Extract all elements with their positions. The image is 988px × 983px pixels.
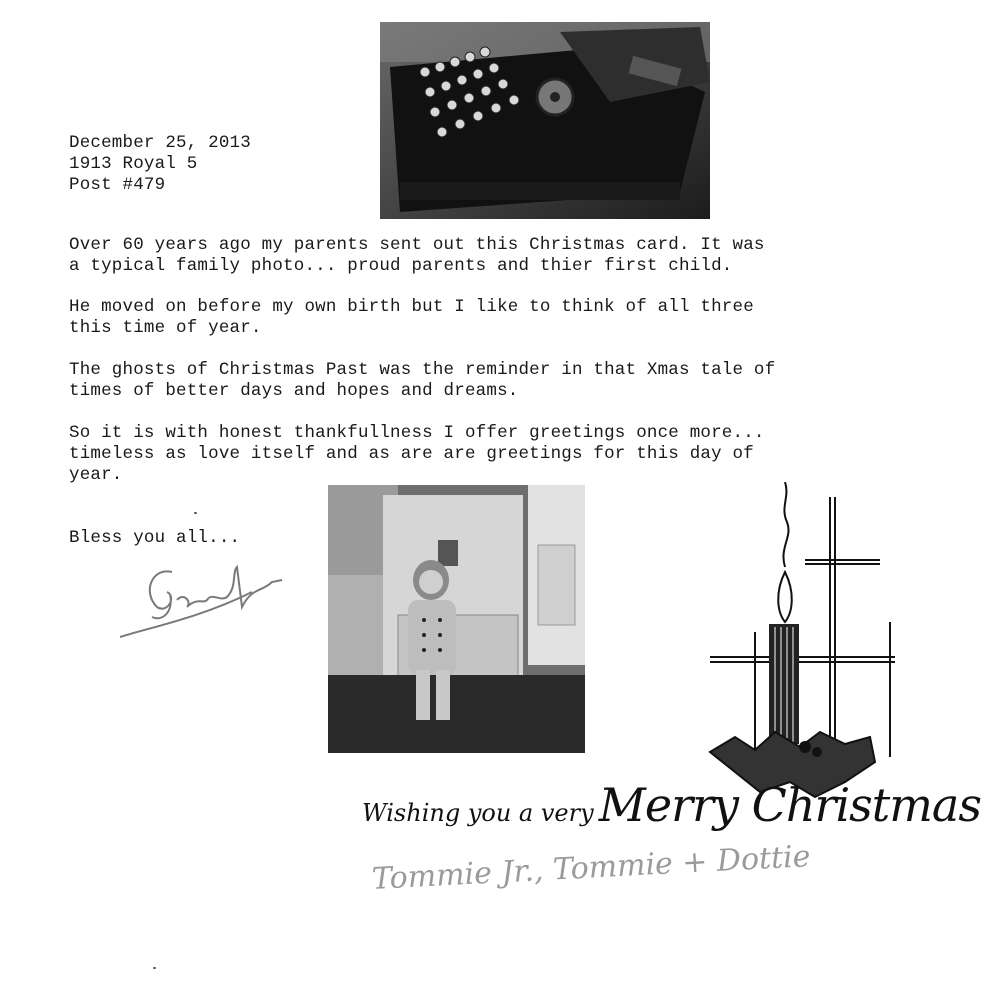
- greeting-merry-christmas: Merry Christmas: [598, 778, 981, 832]
- closing-line: Bless you all...: [69, 528, 241, 548]
- typewriter-model-line: 1913 Royal 5: [69, 154, 198, 174]
- signature: [112, 552, 292, 647]
- card-greeting: [362, 778, 981, 832]
- paper-speck: [153, 967, 156, 969]
- paragraph-1: Over 60 years ago my parents sent out this Christmas card. It was a typical family photo... proud parents and thier first child.: [69, 235, 765, 276]
- typewriter-photo-graphic: [380, 22, 710, 219]
- handwritten-family-names: Tommie Jr., Tommie + Dottie: [371, 839, 812, 897]
- post-number-line: Post #479: [69, 175, 166, 195]
- candle-illustration: [705, 482, 900, 807]
- paper-speck: [194, 512, 197, 514]
- paragraph-3: The ghosts of Christmas Past was the reminder in that Xmas tale of times of better days and hopes and dreams.: [69, 360, 776, 401]
- paragraph-2: He moved on before my own birth but I like to think of all three this time of year.: [69, 297, 754, 338]
- date-line: December 25, 2013: [69, 133, 251, 153]
- child-photo-graphic: [328, 485, 585, 753]
- typewriter-photo: [380, 22, 710, 219]
- paragraph-4: So it is with honest thankfullness I offer greetings once more... timeless as love itself and as are are greetings for this day of year.: [69, 423, 765, 485]
- letter-header: [69, 133, 251, 196]
- child-photo: [328, 485, 585, 753]
- greeting-small-text: Wishing you a very: [362, 799, 594, 827]
